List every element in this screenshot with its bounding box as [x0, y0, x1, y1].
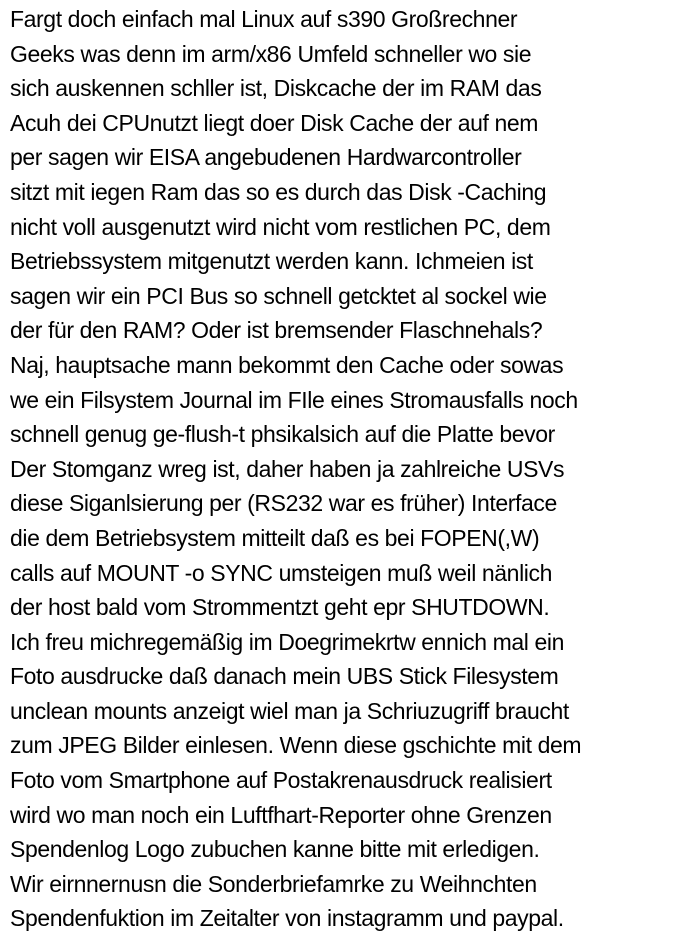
body-text	[10, 2, 680, 936]
text-line: per sagen wir EISA angebudenen Hardwarcontroller	[10, 144, 522, 171]
text-line: diese Siganlsierung per (RS232 war es früher) Interface	[10, 490, 557, 517]
text-line: Foto vom Smartphone auf Postakrenausdruck realisiert	[10, 767, 552, 794]
text-line: we ein Filsystem Journal im FIle eines Stromausfalls noch	[10, 386, 578, 413]
text-line: Betriebssystem mitgenutzt werden kann. Ichmeien ist	[10, 248, 533, 275]
text-line: Acuh dei CPUnutzt liegt doer Disk Cache der auf nem	[10, 109, 539, 136]
text-line: Fargt doch einfach mal Linux auf s390 Großrechner	[10, 6, 518, 32]
text-line: unclean mounts anzeigt wiel man ja Schriuzugriff braucht	[10, 697, 569, 724]
text-line: zum JPEG Bilder einlesen. Wenn diese gschichte mit dem	[10, 732, 582, 759]
text-line: Ich freu michregemäßig im Doegrimekrtw ennich mal ein	[10, 628, 565, 655]
text-line: der für den RAM? Oder ist bremsender Flaschnehals?	[10, 317, 543, 344]
text-line: Geeks was denn im arm/x86 Umfeld schneller wo sie	[10, 40, 532, 67]
text-line: calls auf MOUNT -o SYNC umsteigen muß weil nänlich	[10, 559, 552, 586]
text-line: wird wo man noch ein Luftfhart-Reporter ohne Grenzen	[10, 801, 552, 828]
text-line: Naj, hauptsache mann bekommt den Cache oder sowas	[10, 351, 564, 378]
text-line: sitzt mit iegen Ram das so es durch das Disk -Caching	[10, 178, 547, 205]
text-line: Foto ausdrucke daß danach mein UBS Stick Filesystem	[10, 663, 559, 690]
text-line: nicht voll ausgenutzt wird nicht vom restlichen PC, dem	[10, 213, 551, 240]
text-line: Der Stomganz wreg ist, daher haben ja zahlreiche USVs	[10, 455, 565, 482]
text-line: Spendenfuktion im Zeitalter von instagramm und paypal.	[10, 905, 564, 932]
text-line: Wir eirnnernusn die Sonderbriefamrke zu Weihnchten	[10, 870, 537, 897]
text-line: schnell genug ge-flush-t phsikalsich auf die Platte bevor	[10, 421, 555, 448]
text-line: Spendenlog Logo zubuchen kanne bitte mit erledigen.	[10, 836, 540, 863]
text-line: sich auskennen schller ist, Diskcache der im RAM das	[10, 75, 542, 102]
text-line: der host bald vom Strommentzt geht epr SHUTDOWN.	[10, 594, 550, 621]
text-line: die dem Betriebsystem mitteilt daß es bei FOPEN(,W)	[10, 524, 540, 551]
text-line: sagen wir ein PCI Bus so schnell getcktet al sockel wie	[10, 282, 547, 309]
